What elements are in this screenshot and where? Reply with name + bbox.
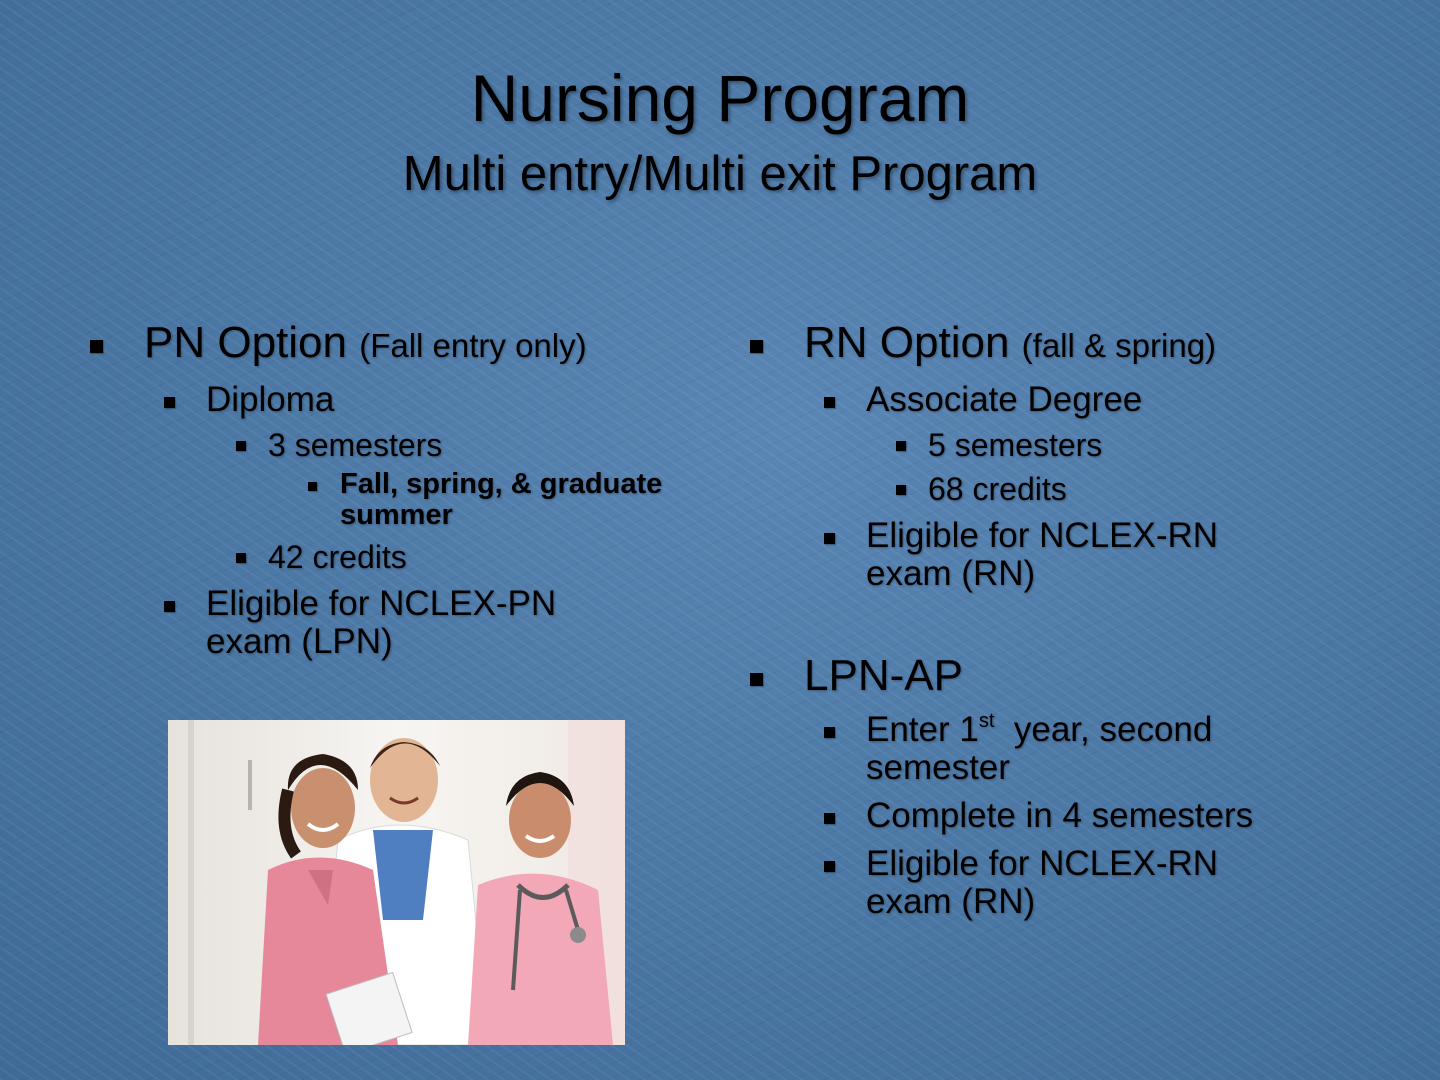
bullet-rn-semesters xyxy=(750,427,1390,463)
bullet-pn-option xyxy=(90,318,690,371)
lpn-complete-text: Complete in 4 semesters xyxy=(866,796,1254,835)
pn-credits-text: 42 credits xyxy=(268,539,407,575)
bullet-rn-option xyxy=(750,318,1390,371)
square-bullet-icon xyxy=(824,533,835,544)
square-bullet-icon xyxy=(90,340,103,353)
lpn-enter-prefix: Enter 1 xyxy=(866,710,979,749)
diploma-text: Diploma xyxy=(206,380,335,419)
square-bullet-icon xyxy=(236,553,246,563)
lpn-enter-sup: st xyxy=(978,710,995,732)
associate-degree-text: Associate Degree xyxy=(866,380,1143,419)
bullet-rn-credits xyxy=(750,471,1390,507)
nurses-photo xyxy=(168,720,625,1045)
spacer xyxy=(750,593,1390,649)
square-bullet-icon xyxy=(824,727,835,738)
square-bullet-icon xyxy=(236,441,246,451)
bullet-associate-degree xyxy=(750,381,1390,419)
bullet-pn-schedule xyxy=(90,469,700,531)
bullet-pn-semesters xyxy=(90,427,690,463)
square-bullet-icon xyxy=(164,397,175,408)
bullet-lpn-enter xyxy=(750,711,1326,787)
bullet-rn-eligible xyxy=(750,517,1306,593)
square-bullet-icon xyxy=(308,482,317,491)
square-bullet-icon xyxy=(896,441,906,451)
square-bullet-icon xyxy=(164,601,175,612)
lpn-ap-label: LPN-AP xyxy=(804,651,963,700)
slide-title: Nursing Program xyxy=(470,61,970,135)
square-bullet-icon xyxy=(750,340,763,353)
square-bullet-icon xyxy=(896,485,906,495)
pn-semesters-text: 3 semesters xyxy=(268,427,443,463)
rn-eligible-text: Eligible for NCLEX-RN exam (RN) xyxy=(866,516,1219,593)
rn-option-note: (fall & spring) xyxy=(1021,327,1217,364)
rn-semesters-text: 5 semesters xyxy=(928,427,1103,463)
square-bullet-icon xyxy=(824,813,835,824)
square-bullet-icon xyxy=(750,673,763,686)
lpn-eligible-text: Eligible for NCLEX-RN exam (RN) xyxy=(866,844,1219,921)
bullet-diploma xyxy=(90,381,690,419)
slide-subtitle: Multi entry/Multi exit Program xyxy=(402,147,1038,201)
rn-credits-text: 68 credits xyxy=(928,471,1067,507)
bullet-pn-eligible xyxy=(90,585,626,661)
pn-option-label: PN Option xyxy=(144,318,347,367)
nurses-photo-icon xyxy=(168,720,625,1045)
bullet-lpn-complete xyxy=(750,797,1390,835)
right-column xyxy=(750,316,1390,921)
square-bullet-icon xyxy=(824,861,835,872)
bullet-lpn-eligible xyxy=(750,845,1306,921)
lpn-enter-suffix: year, second semester xyxy=(866,710,1223,787)
bullet-pn-credits xyxy=(90,539,690,575)
pn-eligible-text: Eligible for NCLEX-PN exam (LPN) xyxy=(206,584,557,661)
bullet-lpn-ap xyxy=(750,651,1390,701)
square-bullet-icon xyxy=(824,397,835,408)
pn-schedule-text: Fall, spring, & graduate summer xyxy=(340,468,663,531)
pn-option-note: (Fall entry only) xyxy=(359,327,587,364)
left-column xyxy=(90,316,690,661)
rn-option-label: RN Option xyxy=(804,318,1010,367)
